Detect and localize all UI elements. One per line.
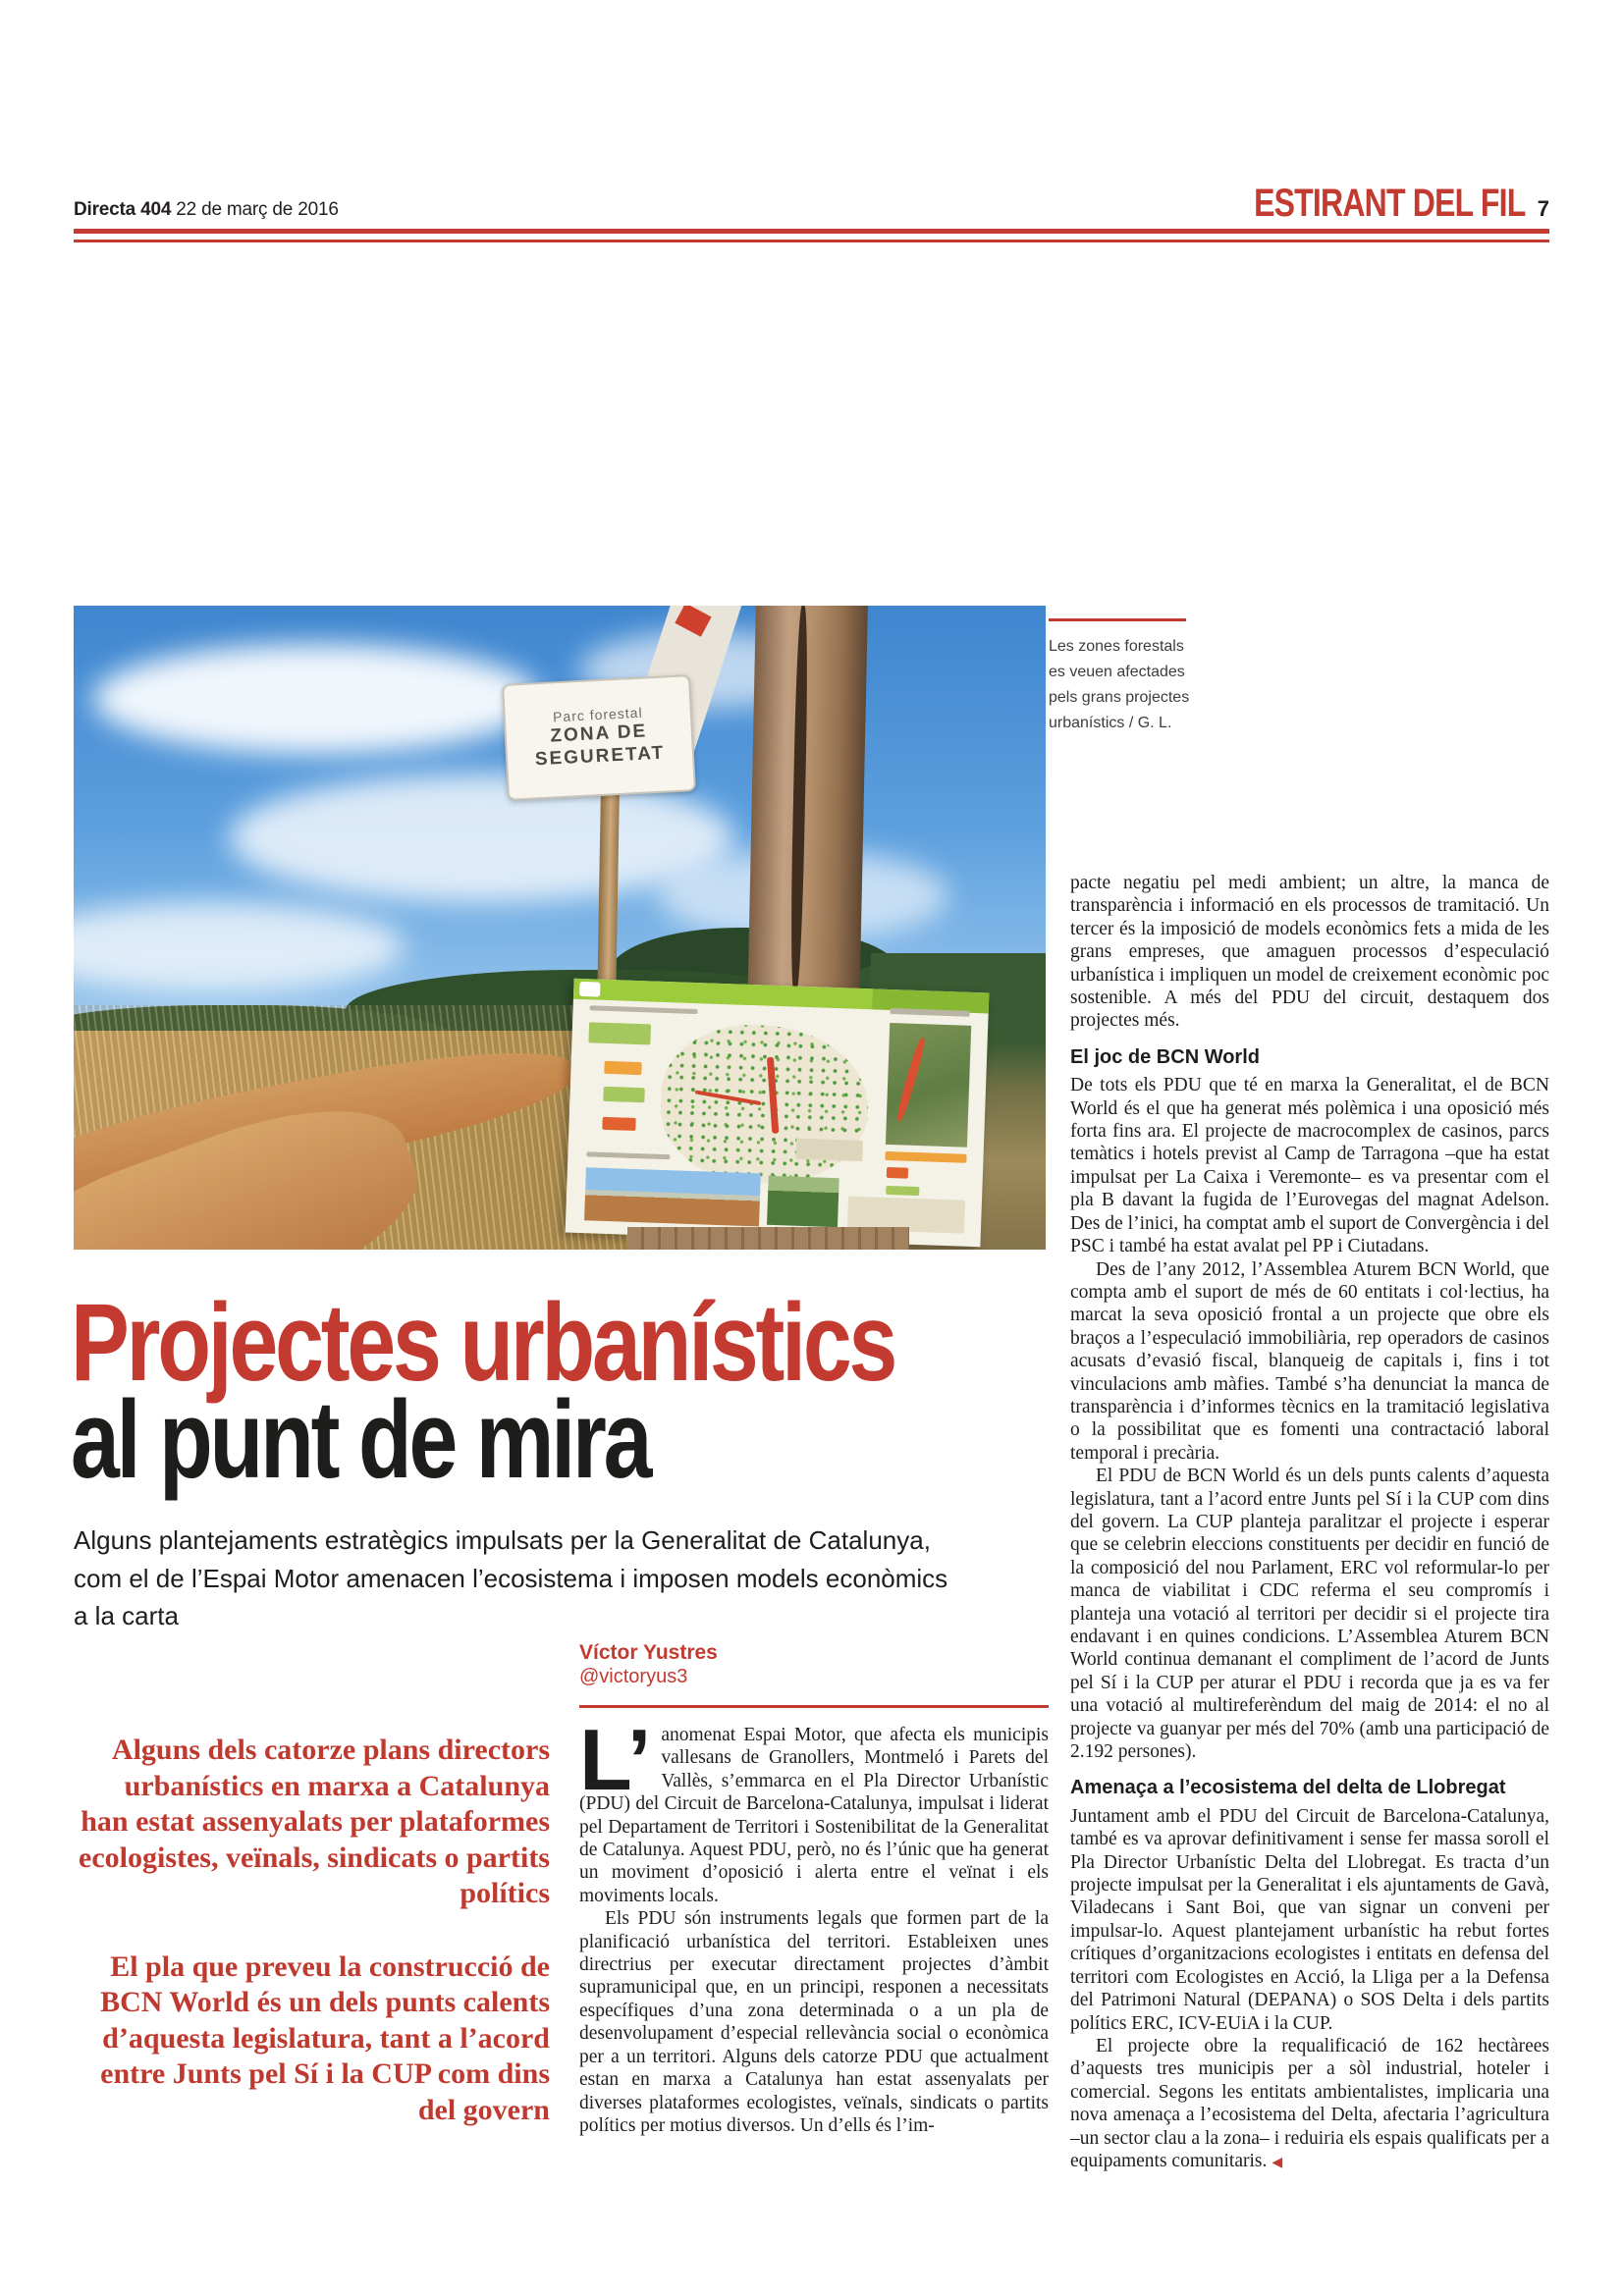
publication-name: Directa 404 [74,199,172,220]
masthead-left [74,199,339,221]
info-panel-banner [886,1150,967,1162]
info-panel-photo-field [767,1176,839,1227]
info-panel-photo-landscape [584,1167,760,1227]
info-panel [565,979,989,1248]
article-column-1 [579,1705,1049,2137]
paragraph: pacte negatiu pel medi ambient; un altre, la manca de transparència i informació en els processos de tramitació. Un tercer és la imposició de models econòmics fets a mida de les grans empreses, que amaguen processos d’especulació urbanística i impliquen un model de creixement econòmic poc sostenible. A més del PDU del circuit, destaquem dos projectes més. [1070,873,1549,1032]
paragraph: L’ anomenat Espai Motor, que afecta els municipis vallesans de Granollers, Montmeló i Parets del Vallès, s’emmarca en el Pla Director Urbanístic (PDU) del Circuit de Barcelona-Catalunya, impulsat i liderat pel Departament de Territori i Sostenibilitat de la Generalitat de Catalunya. Aquest PDU, però, no és l’únic que ha generat un moviment d’oposició i alerta entre el veïnat i els moviments locals. [579,1711,1049,1906]
info-panel-textblock [588,1022,651,1044]
pull-quotes [74,1733,550,2165]
subhead-delta-llobregat: Amenaça a l’ecosistema del delta de Llobregat [1070,1777,1506,1799]
photo-caption: Les zones forestals es veuen afectades pels grans projectes urbanístics / G. L. [1049,638,1190,731]
masthead-right [1186,182,1549,226]
sign-text: SEGURETAT [533,743,666,772]
photo-panel-base-wood [627,1227,909,1250]
info-panel-side-map [886,1023,971,1148]
standfirst: Alguns plantejaments estratègics impulsats per la Generalitat de Catalunya, com el de l’Espai Motor amenacen l’ecosistema i imposen models econòmics a la carta [74,1525,948,1630]
paragraph: Juntament amb el PDU del Circuit de Barcelona-Catalunya, també es va aprovar definitivament i sense fer massa soroll el Pla Director Urbanístic Delta del Llobregat. Es tracta d’un projecte impulsat per la Generalitat i els ajuntaments de Gavà, Viladecans i Sant Boi, que van signar un conveni per impulsar-lo. Aquest plantejament urbanístic ha rebut fortes crítiques d’organitzacions ecologistes i entitats en defensa del territori com Ecologistes en Acció, la Lliga per a la Defensa del Patrimoni Natural (DEPANA) o SOS Delta i dels partits polítics ERC, ICV-EUiA i la CUP. [1070,1805,1549,2034]
info-panel-note [796,1139,863,1161]
caption-rule [1049,618,1186,621]
photo-caption-block [1049,618,1198,736]
paragraph: De tots els PDU que té en marxa la Generalitat, el de BCN World és el que ha generat més polèmica i una oposició més forta fins ara. El projecte de macrocomplex de casinos, parcs temàtics i hotels previst al Camp de Tarragona –que ha estat impulsat per La Caixa i Veremonte– es va presentar com el pla B davant la fugida de l’Eurovegas del magnat Adelson. Des de l’inici, ha comptat amb el suport de Convergència i del PSC i també ha estat avalat pel PP i Ciutadans. [1070,1075,1549,1257]
headline-line1: Projectes urbanístics [71,1281,895,1404]
info-panel-legend-red [602,1117,635,1131]
info-panel-legend-orange [604,1061,641,1075]
article-photo [74,606,1046,1250]
article-end-icon: ◀ [1271,2155,1283,2170]
sign-text: ZONA DE [549,721,648,748]
info-panel-textline [586,1151,670,1159]
info-panel-textline [589,1006,697,1015]
headline-line2: al punt de mira [71,1378,650,1501]
info-panel-map [658,1022,871,1187]
pull-quote: Alguns dels catorze plans directors urbanístics en marxa a Catalunya han estat assenyalats per plataformes ecologistes, veïnals, sindicats o partits polítics [79,1734,550,1909]
paragraph: El PDU de BCN World és un dels punts calents d’aquesta legislatura, tant a l’acord entre Junts pel Sí i la CUP com dins del govern. La CUP planteja paralitzar el projecte i esperar que se celebrin eleccions constituents per decidir en funció de la composició del nou Parlament, ERC vol reformular-lo per manca de viabilitat i CDC referma el seu compromís i planteja una votació al territori per decidir si el projecte tira endavant i en quines condicions. L’Assemblea Aturem BCN World continua demanant el compliment de l’acord de Junts pel Sí i la CUP per aturar el PDU i recorda que ja es va fer una votació al multireferèndum del maig de 2014: el no al projecte va guanyar per més del 70% (amb una participació de 2.192 persones). [1070,1466,1549,1763]
photo-cloud [74,902,405,992]
forest-park-sign [502,674,696,801]
paragraph: Els PDU són instruments legals que formen part de la planificació urbanística del territori. Estableixen unes directrius per executar directament projectes d’àmbit supramunicipal que, en un principi, responen a necessitats específiques d’una zona determinada o a un pla de desenvolupament d’especial rellevància social o econòmica per a un territori. Alguns dels catorze PDU que actualment estan en marxa a Catalunya han estat assenyalats per diverses plataformes ecologistes, veïnals, sindicats o partits polítics per motius diversos. Un d’ells és l’im- [579,1908,1049,2136]
info-panel-legend-green [603,1087,645,1103]
info-panel-chip [887,1185,920,1195]
byline [579,1641,1049,1688]
publication-date: 22 de març de 2016 [171,199,339,220]
byline-twitter-handle: @victoryus3 [579,1666,688,1687]
byline-author: Víctor Yustres [579,1641,718,1664]
info-panel-logo [579,982,601,997]
paragraph: El projecte obre la requalificació de 162 hectàrees d’aquests tres municipis per a sòl industrial, hoteler i comercial. Segons les entitats ambientalistes, implicaria una nova amenaça a l’ecosistema del Delta, afectaria l’agricultura –un sector clau a la zona– i reduiria els espais qualificats per a equipaments comunitaris. ◀ [1070,2035,1549,2171]
page-number: 7 [1537,196,1549,221]
dropcap: L’ [579,1711,652,1808]
paragraph: Des de l’any 2012, l’Assemblea Aturem BCN World, que compta amb el suport de més de 60 entitats i col·lectius, ha marcat la seva oposició frontal a un projecte que obre els braços a l’especulació immobiliària, rep operadors de casinos acusats d’evasió fiscal, blanqueig de capitals i, fins i tot vinculacions amb màfies. També s’ha denunciat la manca de transparència i d’informes tècnics en la tramitació legislativa o la possibilitat que es fomenti una contractació laboral temporal i precària. [1070,1258,1549,1464]
masthead-rule-thin [74,240,1549,242]
section-title: ESTIRANT DEL FIL [1254,182,1526,225]
article-column-2 [1070,872,1549,2174]
pull-quote: El pla que preveu la construcció de BCN World és un dels punts calents d’aquesta legislatura, tant a l’acord entre Junts pel Sí i la CUP com dins del govern [100,1949,550,2126]
headline [71,1281,1053,1501]
masthead-rule-thick [74,229,1549,234]
info-panel-icon [887,1167,907,1178]
column-rule [579,1705,1049,1708]
sign-text: Parc forestal [552,705,643,726]
photo-cloud [93,644,540,754]
subhead-bcn-world: El joc de BCN World [1070,1045,1260,1068]
